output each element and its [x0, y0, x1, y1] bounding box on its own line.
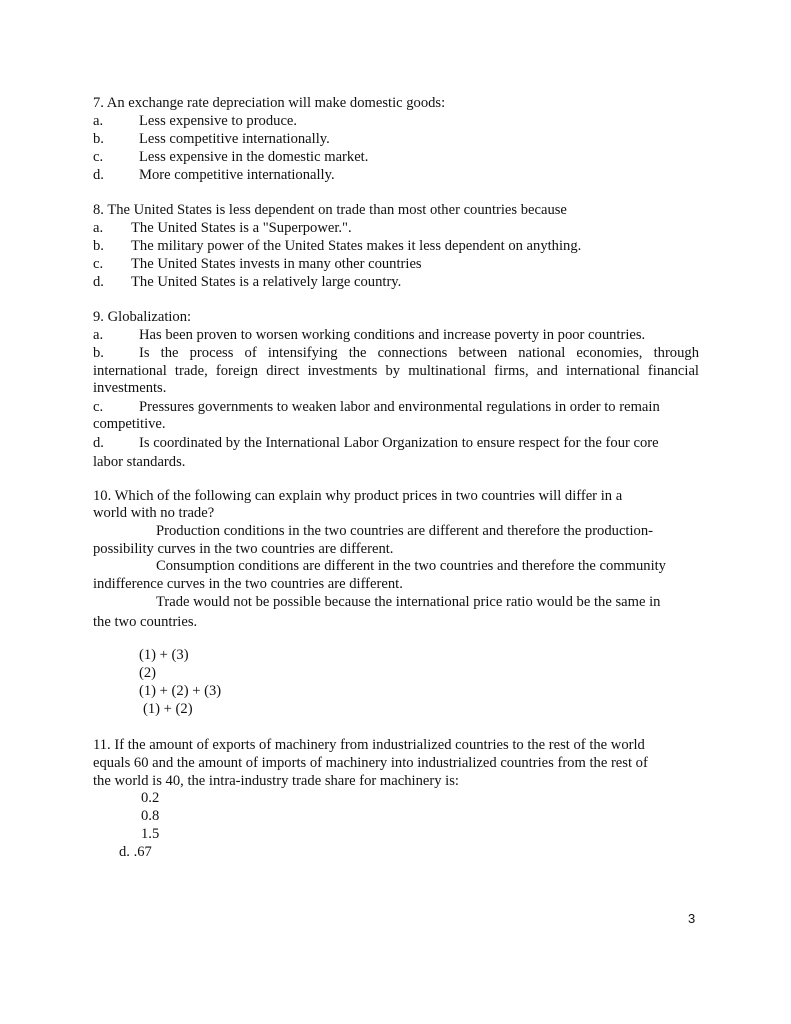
q10-statement2-line1: Consumption conditions are different in the two countries and therefore the community — [156, 558, 666, 574]
q10-stem-line1: 10. Which of the following can explain why product prices in two countries will differ in a — [93, 488, 623, 504]
q7-option-d-letter: d. — [93, 167, 104, 183]
q7-option-a-text: Less expensive to produce. — [139, 113, 298, 129]
q9-option-d-line2: labor standards. — [93, 454, 186, 470]
q8-stem: 8. The United States is less dependent on trade than most other countries because — [93, 202, 567, 218]
q7-option-c-letter: c. — [93, 149, 104, 165]
q7-option-d-text: More competitive internationally. — [139, 167, 335, 183]
q7-option-b-text: Less competitive internationally. — [139, 131, 330, 147]
q8-option-b-text: The military power of the United States makes it less dependent on anything. — [131, 238, 582, 254]
q10-choice-4: (1) + (2) — [143, 701, 193, 717]
page-number: 3 — [688, 911, 696, 926]
q9-option-a-letter: a. — [93, 327, 104, 343]
q11-choice-1: 0.2 — [141, 790, 160, 806]
q11-choice-2: 0.8 — [141, 808, 160, 824]
q9-option-c-letter: c. — [93, 399, 104, 415]
q10-stem-line2: world with no trade? — [93, 505, 215, 521]
q8-option-d-text: The United States is a relatively large country. — [131, 274, 402, 290]
q10-statement3-line2: the two countries. — [93, 614, 198, 630]
q9-option-a-text: Has been proven to worsen working conditions and increase poverty in poor countries. — [139, 327, 646, 343]
q11-stem-line1: 11. If the amount of exports of machinery from industrialized countries to the rest of the world — [93, 737, 645, 753]
q10-choice-3: (1) + (2) + (3) — [139, 683, 222, 699]
q11-choice-4: d. .67 — [119, 844, 152, 860]
q9-stem: 9. Globalization: — [93, 309, 192, 325]
q11-stem-line3: the world is 40, the intra-industry trade share for machinery is: — [93, 773, 459, 789]
q9-option-b-line3: investments. — [93, 380, 167, 396]
q9-option-c-line1: Pressures governments to weaken labor and environmental regulations in order to remain — [139, 399, 660, 415]
q7-option-c-text: Less expensive in the domestic market. — [139, 149, 369, 165]
q9-option-d-letter: d. — [93, 435, 104, 451]
q7-option-b-letter: b. — [93, 131, 104, 147]
q8-option-a-letter: a. — [93, 220, 104, 236]
q8-option-b-letter: b. — [93, 238, 104, 254]
q9-option-b-line2: international trade, foreign direct investments by multinational firms, and international financial — [93, 363, 699, 379]
q9-option-c-line2: competitive. — [93, 416, 166, 432]
q10-statement3-line1: Trade would not be possible because the international price ratio would be the same in — [156, 594, 661, 610]
q10-statement2-line2: indifference curves in the two countries are different. — [93, 576, 403, 592]
q7-option-a-letter: a. — [93, 113, 104, 129]
q10-choice-1: (1) + (3) — [139, 647, 189, 663]
q8-option-c-letter: c. — [93, 256, 104, 272]
q11-choice-3: 1.5 — [141, 826, 160, 842]
q9-option-b-letter: b. — [93, 345, 104, 361]
q7-stem: 7. An exchange rate depreciation will make domestic goods: — [93, 95, 446, 111]
q8-option-c-text: The United States invests in many other countries — [131, 256, 422, 272]
q9-option-b-line1: Is the process of intensifying the connections between national economies, through — [139, 345, 699, 361]
q10-statement1-line1: Production conditions in the two countries are different and therefore the production- — [156, 523, 653, 539]
q10-choice-2: (2) — [139, 665, 157, 681]
q10-statement1-line2: possibility curves in the two countries are different. — [93, 541, 394, 557]
q8-option-a-text: The United States is a "Superpower.". — [131, 220, 352, 236]
q8-option-d-letter: d. — [93, 274, 104, 290]
q9-option-d-line1: Is coordinated by the International Labor Organization to ensure respect for the four core — [139, 435, 659, 451]
q11-stem-line2: equals 60 and the amount of imports of machinery into industrialized countries from the rest of — [93, 755, 648, 771]
